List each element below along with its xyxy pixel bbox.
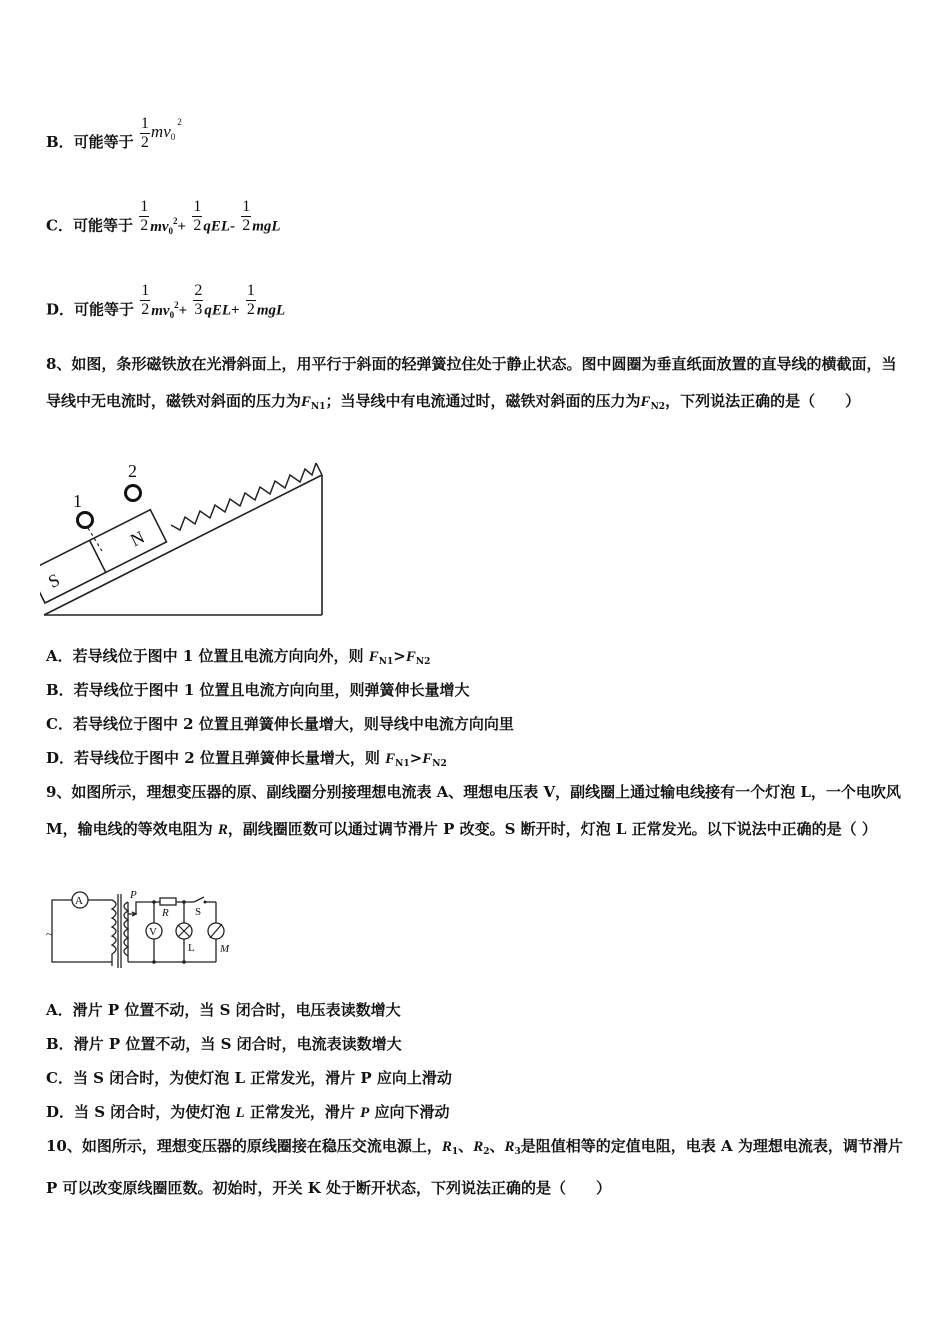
- q9-option-d: D．当 S 闭合时，为使灯泡 L 正常发光，滑片 P 应向下滑动: [46, 1103, 450, 1121]
- resistor-label: R: [162, 907, 169, 919]
- q9-transformer-circuit-figure: [44, 888, 244, 970]
- q7-option-c-fraction-3: $\frac{1}{2}$: [242, 198, 251, 234]
- q7-option-c-label: C．可能等于: [46, 216, 133, 235]
- q7-option-d-term-3: mgL: [256, 302, 286, 319]
- voltmeter-label: V: [149, 926, 157, 938]
- q8-option-d: D．若导线位于图中 2 位置且弹簧伸长量增大，则 $F_{N1}>F_{N2}$: [46, 749, 447, 769]
- motor-label: M: [220, 943, 230, 955]
- q7-option-d-fraction-2: $\frac{2}{3}$: [194, 282, 203, 318]
- q8-option-a: A．若导线位于图中 1 位置且电流方向向外，则 $F_{N1}>F_{N2}$: [46, 647, 431, 667]
- magnet-north-label: N: [127, 526, 148, 551]
- slider-label: P: [130, 889, 137, 901]
- q9-stem: 9、如图所示，理想变压器的原、副线圈分别接理想电流表 A、理想电压表 V，副线圈上通过输电线接有一个灯泡 L，一个电吹风 M，输电线的等效电阻为 R，副线圈匝数可以通过调节滑片 P 改变。S 断开时，灯泡 L 正常发光。以下说法中正确的是（ ）: [46, 783, 901, 838]
- ammeter-label: A: [75, 895, 83, 907]
- q8-stem: 8、如图，条形磁铁放在光滑斜面上，用平行于斜面的轻弹簧拉住处于静止状态。图中圆圈为垂直纸面放置的直导线的横截面，当导线中无电流时，磁铁对斜面的压力为$F_{N1}$；当导线中有电流通过时，磁铁对斜面的压力为$F_{N2}$，下列说法正确的是（ ）: [46, 355, 897, 412]
- ac-source-label: ~: [46, 927, 53, 941]
- q7-option-b: [46, 114, 182, 162]
- lamp-label: L: [188, 942, 195, 954]
- q9-option-c: C．当 S 闭合时，为使灯泡 L 正常发光，滑片 P 应向上滑动: [46, 1069, 452, 1087]
- position-1-label: 1: [73, 491, 82, 511]
- q9-option-b: B．滑片 P 位置不动，当 S 闭合时，电流表读数增大: [46, 1035, 402, 1053]
- q7-option-d-term-1: $mv_0^2+$: [151, 299, 188, 320]
- q7-option-d-term-2: qEL+: [204, 302, 240, 319]
- q10-stem: 10、如图所示，理想变压器的原线圈接在稳压交流电源上，$R_1$、$R_2$、$R_3$是阻值相等的定值电阻，电表 A 为理想电流表，调节滑片 P 可以改变原线圈匝数。初始时，开关 K 处于断开状态，下列说法正确的是（ ）: [46, 1137, 903, 1197]
- q7-option-b-expr: $mv_0^2$: [150, 117, 182, 142]
- bar-magnet: [40, 510, 166, 603]
- q7-option-b-fraction: $\frac{1}{2}$: [140, 114, 149, 151]
- switch-label: S: [195, 906, 202, 918]
- q7-option-c-fraction-2: $\frac{1}{2}$: [193, 198, 202, 234]
- q7-option-c-fraction-1: $\frac{1}{2}$: [140, 198, 149, 234]
- q8-option-b: B．若导线位于图中 1 位置且电流方向向里，则弹簧伸长量增大: [46, 681, 470, 699]
- q7-option-c: [46, 198, 281, 245]
- wire-position-2-circle: [126, 486, 141, 501]
- q7-option-c-term-1: $mv_0^2+$: [150, 215, 187, 236]
- q8-magnet-incline-figure: [40, 455, 330, 620]
- q7-option-c-term-2: qEL-: [203, 218, 235, 235]
- position-2-label: 2: [128, 461, 137, 481]
- spring: [171, 463, 316, 530]
- q8-option-c: C．若导线位于图中 2 位置且弹簧伸长量增大，则导线中电流方向向里: [46, 715, 514, 733]
- q7-option-d: [46, 282, 286, 329]
- q7-option-d-label: D．可能等于: [46, 300, 135, 319]
- q9-option-a: A．滑片 P 位置不动，当 S 闭合时，电压表读数增大: [46, 1001, 401, 1019]
- q7-option-d-fraction-1: $\frac{1}{2}$: [141, 282, 150, 318]
- wire-position-1-circle: [78, 513, 93, 528]
- q7-option-b-label: B．可能等于: [46, 133, 134, 151]
- q7-option-c-term-3: mgL: [252, 218, 281, 235]
- magnet-south-label: S: [44, 569, 63, 592]
- q7-option-d-fraction-3: $\frac{1}{2}$: [246, 282, 255, 318]
